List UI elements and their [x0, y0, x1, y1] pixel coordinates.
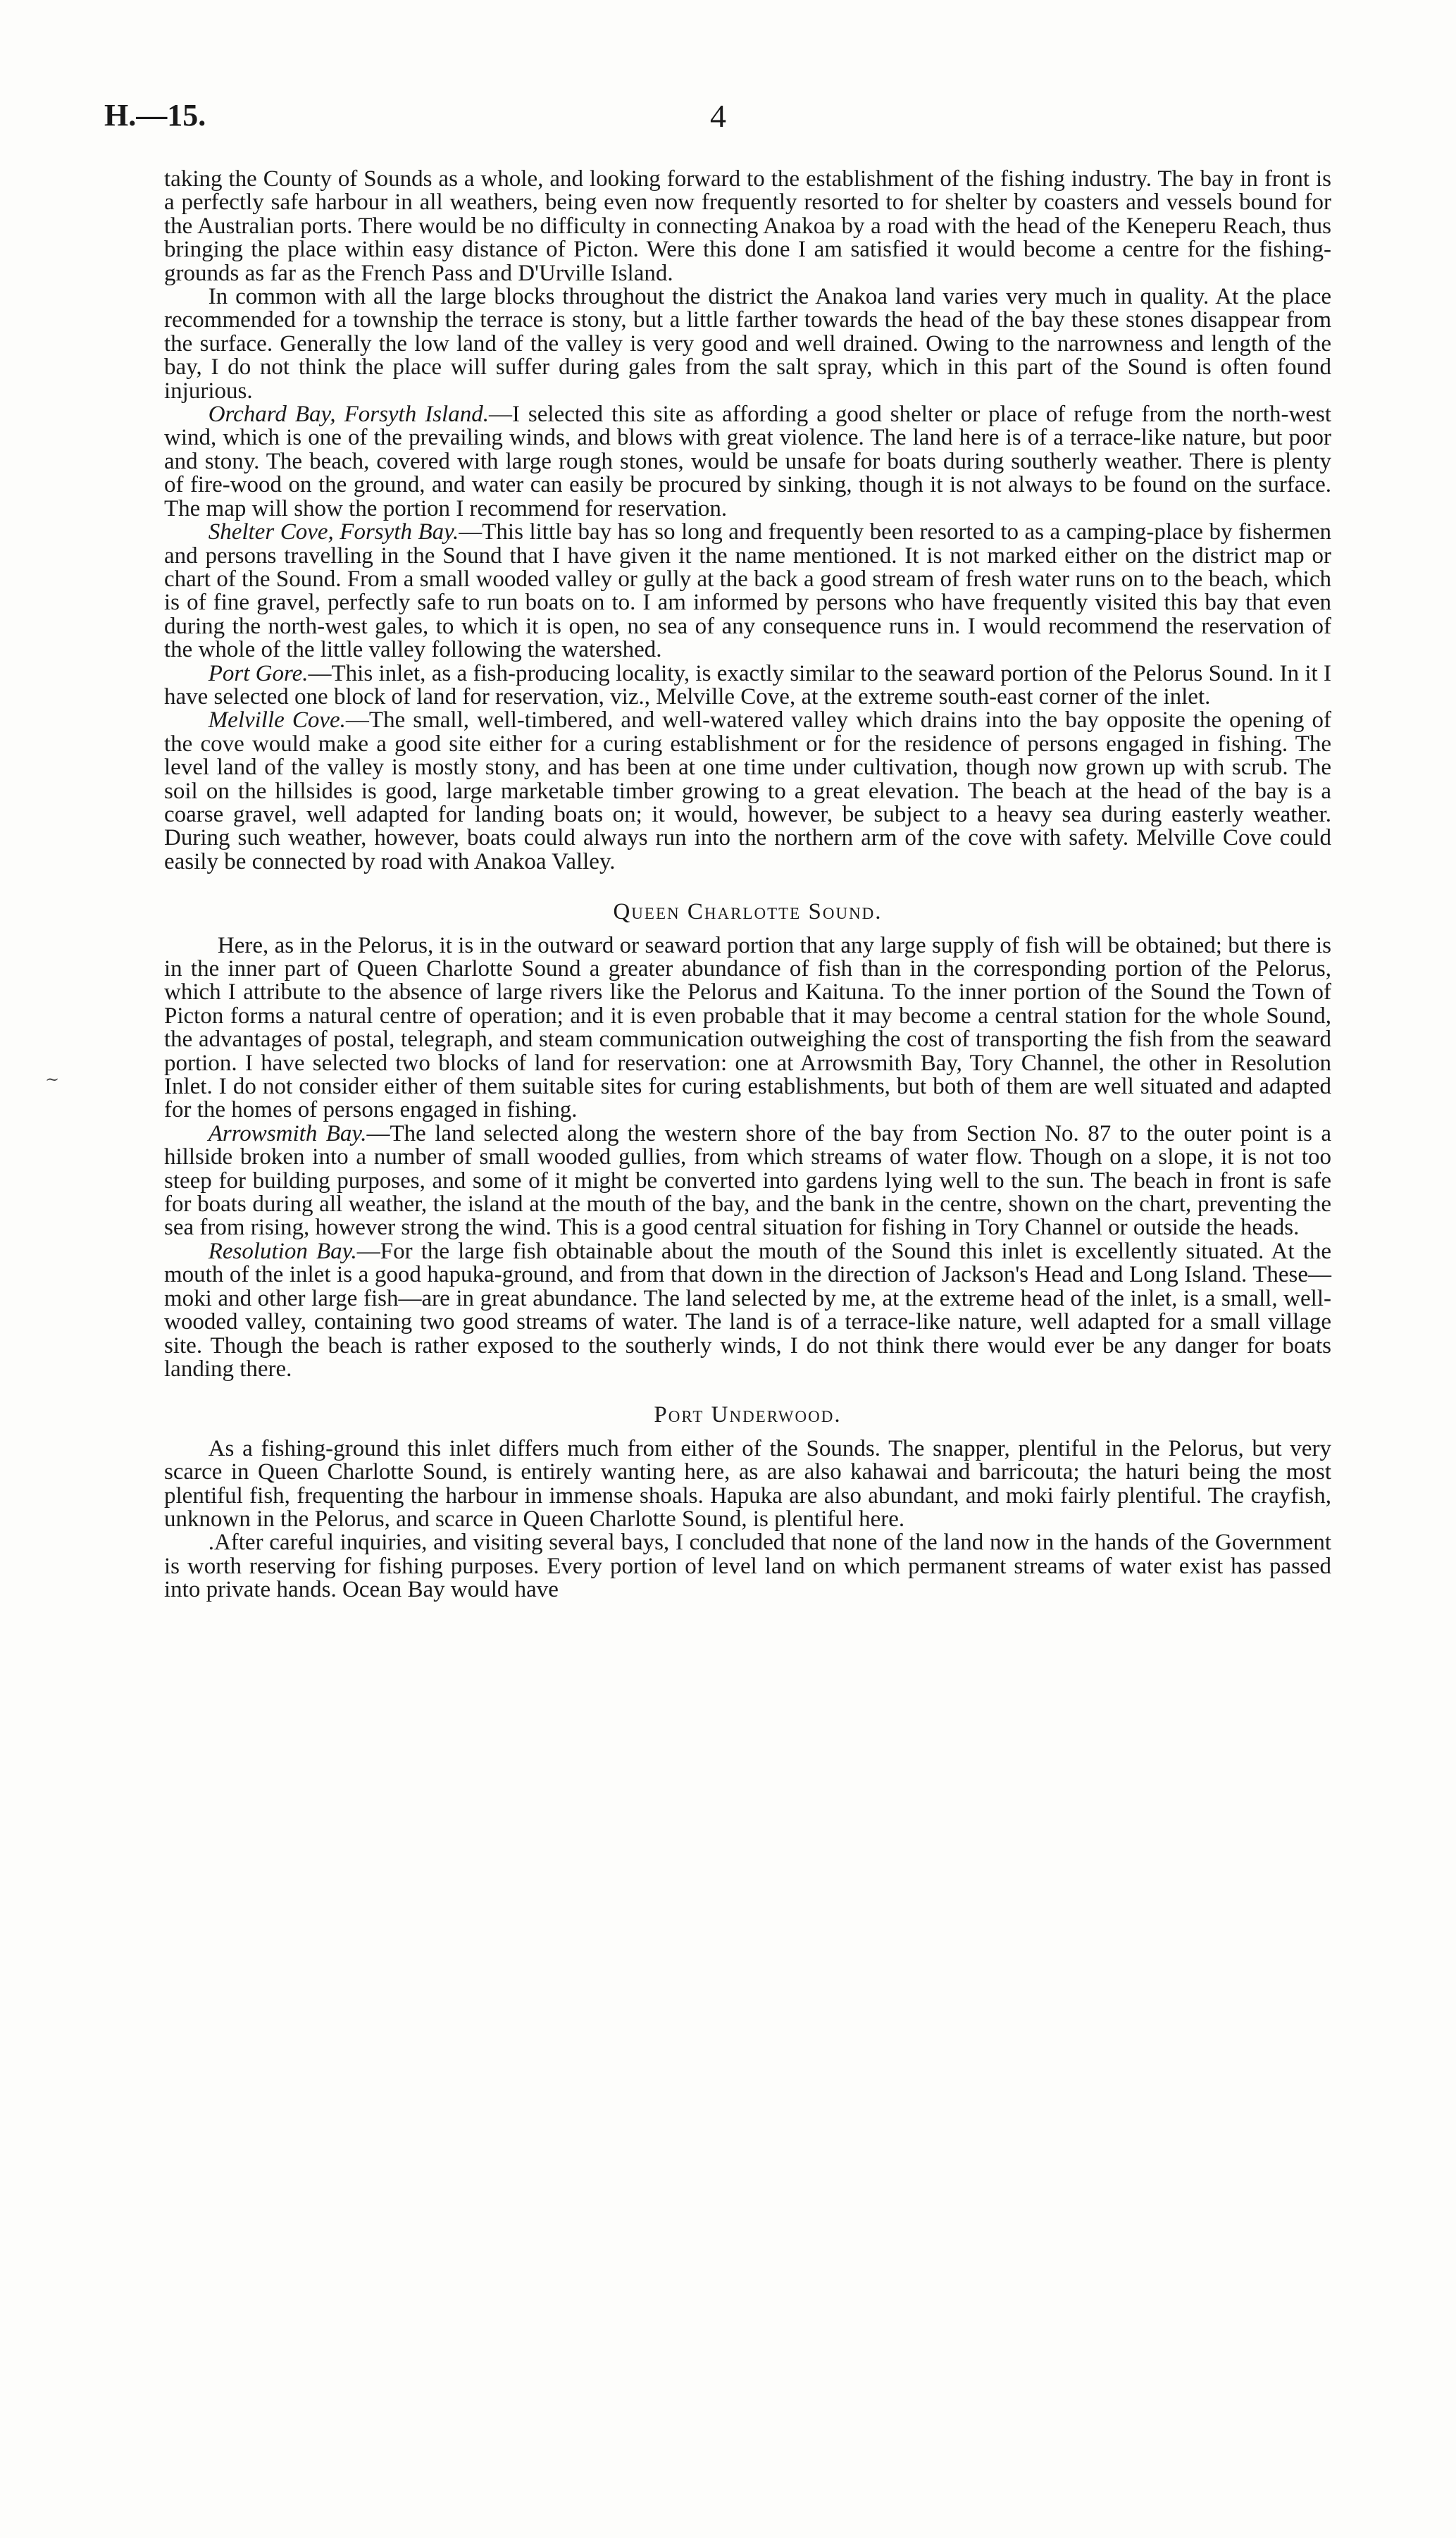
- paragraph: Orchard Bay, Forsyth Island.—I selected this site as affording a good shelter or place of refuge from the north-west wind, which is one of the prevailing winds, and blows with great violence. The land here is of a terrace-like nature, but poor and stony. The beach, covered with large rough stones, would be unsafe for boats during southerly weather. There is plenty of fire-wood on the ground, and water can easily be procured by sinking, though it is not always to be found on the surface. The map will show the portion I recommend for reservation.: [164, 402, 1331, 521]
- paragraph: Arrowsmith Bay.—The land selected along the western shore of the bay from Section No. 87 to the outer point is a hillside broken into a number of small wooded gullies, from which streams of water flow. Though on a slope, it is not too steep for building purposes, and some of it might be converted into gardens lying well to the sun. The beach in front is safe for boats during all weather, the island at the mouth of the bay, and the bank in the centre, shown on the chart, preventing the sea from rising, however strong the wind. This is a good central situation for fishing in Tory Channel or outside the heads.: [164, 1120, 1331, 1241]
- section-heading: Port Underwood.: [654, 1402, 842, 1428]
- page-header: [104, 97, 1344, 140]
- paragraph: In common with all the large blocks throughout the district the Anakoa land varies very much in quality. At the place recommended for a township the terrace is stony, but a little farther towards the head of the bay these stones disappear from the surface. Generally the low land of the valley is very good and well drained. Owing to the narrowness and length of the bay, I do not think the place will suffer during gales from the salt spray, which in this part of the Sound is often found injurious.: [164, 284, 1331, 404]
- place-name: Arrowsmith Bay.: [208, 1120, 367, 1146]
- paragraph: .After careful inquiries, and visiting several bays, I concluded that none of the land now in the hands of the Government is worth reserving for fishing purposes. Every portion of level land on which permanent streams of water exist has passed into private hands. Ocean Bay would have: [164, 1530, 1331, 1603]
- paragraph: taking the County of Sounds as a whole, and looking forward to the establishment of the fishing industry. The bay in front is a perfectly safe harbour in all weathers, being even now frequently resorted to for shelter by coasters and vessels bound for the Australian ports. There would be no difficulty in connecting Anakoa by a road with the head of the Keneperu Reach, thus bringing the place within easy distance of Picton. Were this done I am satisfied it would become a centre for the fishing-grounds as far as the French Pass and D'Urville Island.: [164, 166, 1331, 286]
- place-name: Shelter Cove, Forsyth Bay.: [208, 519, 459, 545]
- page-number: 4: [710, 98, 726, 134]
- margin-mark: ~: [45, 1070, 60, 1089]
- place-name: Resolution Bay.: [208, 1238, 357, 1264]
- paragraph: As a fishing-ground this inlet differs much from either of the Sounds. The snapper, plentiful in the Pelorus, but very scarce in Queen Charlotte Sound, is entirely wanting here, as are also kahawai and barricouta; the haturi being the most plentiful fish, frequenting the harbour in immense shoals. Hapuka are also abundant, and moki fairly plentiful. The crayfish, unknown in the Pelorus, and scarce in Queen Charlotte Sound, is plentiful here.: [164, 1435, 1331, 1532]
- section-heading: Queen Charlotte Sound.: [613, 899, 883, 925]
- paragraph: Resolution Bay.—For the large fish obtainable about the mouth of the Sound this inlet is excellently situated. At the mouth of the inlet is a good hapuka-ground, and from that down in the direction of Jackson's Head and Long Island. These—moki and other large fish—are in great abundance. The land selected by me, at the extreme head of the inlet, is a small, well-wooded valley, containing two good streams of water. The land is of a terrace-like nature, well adapted for a small village site. Though the beach is rather exposed to the southerly winds, I do not think there would ever be any danger for boats landing there.: [164, 1238, 1332, 1382]
- paragraph: Port Gore.—This inlet, as a fish-producing locality, is exactly similar to the seaward portion of the Pelorus Sound. In it I have selected one block of land for reservation, viz., Melville Cove, at the extreme south-east corner of the inlet.: [164, 660, 1332, 710]
- paragraph: Shelter Cove, Forsyth Bay.—This little bay has so long and frequently been resorted to as a camping-place by fishermen and persons travelling in the Sound that I have given it the name mentioned. It is not marked either on the district map or chart of the Sound. From a small wooded valley or gully at the back a good stream of fresh water runs on to the beach, which is of fine gravel, perfectly safe to run boats on to. I am informed by persons who have frequently visited this bay that even during the north-west gales, to which it is open, no sea of any consequence runs in. I would recommend the reservation of the whole of the little valley following the watershed.: [164, 519, 1332, 663]
- place-name: Port Gore.: [208, 660, 309, 686]
- document-reference: H.—15.: [104, 98, 206, 132]
- paragraph: Here, as in the Pelorus, it is in the outward or seaward portion that any large supply of fish will be obtained; but there is in the inner part of Queen Charlotte Sound a greater abundance of fish than in the corresponding portion of the Pelorus, which I attribute to the absence of large rivers like the Pelorus and Kaituna. To the inner portion of the Sound the Town of Picton forms a natural centre of operation; and it is even probable that it may become a central station for the whole Sound, the advantages of postal, telegraph, and steam communication outweighing the cost of transporting the fish from the seaward portion. I have selected two blocks of land for reservation: one at Arrowsmith Bay, Tory Channel, the other in Resolution Inlet. I do not consider either of them suitable sites for curing establishments, but both of them are well situated and adapted for the homes of persons engaged in fishing.: [164, 932, 1331, 1123]
- place-name: Orchard Bay, Forsyth Island.: [208, 402, 489, 428]
- paragraph: Melville Cove.—The small, well-timbered, and well-watered valley which drains into the bay opposite the opening of the cove would make a good site either for a curing establishment or for the residence of persons engaged in fishing. The level land of the valley is mostly stony, and has been at one time under cultivation, though now grown up with scrub. The soil on the hillsides is good, large marketable timber growing to a great elevation. The beach at the head of the bay is a coarse gravel, well adapted for landing boats on; it would, however, be subject to a heavy sea during easterly weather. During such weather, however, boats could always run into the northern arm of the cove with safety. Melville Cove could easily be connected by road with Anakoa Valley.: [164, 707, 1331, 874]
- place-name: Melville Cove.: [208, 707, 346, 733]
- body-text: [164, 168, 1331, 1602]
